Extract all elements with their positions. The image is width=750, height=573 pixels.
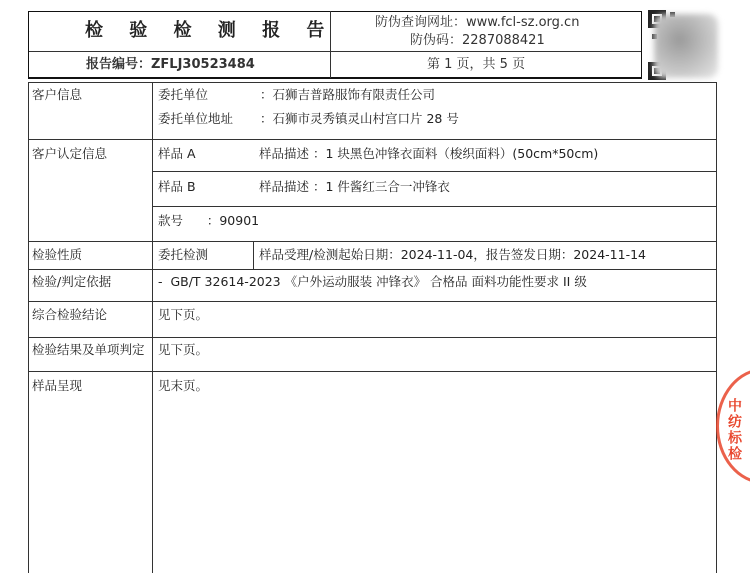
verify-code: 防伪码：2287088421 bbox=[410, 33, 545, 48]
basis-value: - GB/T 32614-2023 《户外运动服装 冲锋衣》 合格品 面料功能性要求 II 级 bbox=[158, 274, 587, 289]
style-number: 款号 ：90901 bbox=[158, 213, 260, 228]
row-line-conclusion bbox=[28, 337, 716, 338]
sample-present-label: 样品呈现 bbox=[32, 378, 83, 393]
inspection-dates: 样品受理/检测起始日期：2024-11-04，报告签发日期：2024-11-14 bbox=[259, 247, 647, 262]
conclusion-label: 综合检验结论 bbox=[32, 307, 108, 322]
header-bottom-border bbox=[28, 77, 642, 79]
results-label: 检验结果及单项判定 bbox=[32, 342, 145, 357]
row-line-results bbox=[28, 371, 716, 372]
table-left-border bbox=[28, 82, 29, 573]
report-title: 检 验 检 测 报 告 bbox=[85, 20, 335, 41]
table-right-border bbox=[716, 82, 717, 573]
sample-a-label: 样品 A bbox=[158, 146, 196, 161]
report-number-label: 报告编号： bbox=[86, 57, 152, 72]
row-line-sample-a bbox=[152, 171, 716, 172]
row-line-sample-b bbox=[152, 206, 716, 207]
conclusion-value: 见下页。 bbox=[158, 307, 209, 322]
seal-text: 中纺标检 bbox=[726, 398, 742, 462]
row-line-nature bbox=[28, 269, 716, 270]
header-mid-border bbox=[28, 51, 642, 52]
client-confirmed-label: 客户认定信息 bbox=[32, 146, 108, 161]
client-unit-label: 委托单位 bbox=[158, 87, 209, 102]
basis-label: 检验/判定依据 bbox=[32, 274, 112, 289]
inspection-nature-label: 检验性质 bbox=[32, 247, 83, 262]
verify-url: 防伪查询网址：www.fcl-sz.org.cn bbox=[375, 15, 580, 30]
page-info: 第 1 页，共 5 页 bbox=[427, 57, 526, 72]
row-line-top bbox=[28, 82, 716, 83]
table-col-divider bbox=[152, 82, 153, 573]
blurred-qr-area bbox=[654, 14, 718, 78]
report-number: ZFLJ30523484 bbox=[151, 57, 255, 72]
header-left-border bbox=[28, 11, 29, 78]
client-info-label: 客户信息 bbox=[32, 87, 83, 102]
header-top-border bbox=[28, 11, 642, 12]
sample-a-description: 样品描述 ：1 块黑色冲锋衣面料（梭织面料）(50cm*50cm) bbox=[259, 146, 599, 161]
client-unit-value: ：石狮吉普路服饰有限责任公司 bbox=[260, 87, 436, 102]
results-value: 见下页。 bbox=[158, 342, 209, 357]
sample-b-label: 样品 B bbox=[158, 179, 196, 194]
header-right-border bbox=[641, 11, 642, 78]
sample-b-description: 样品描述 ：1 件酱红三合一冲锋衣 bbox=[259, 179, 450, 194]
row-line-confirmed bbox=[28, 241, 716, 242]
row-line-basis bbox=[28, 301, 716, 302]
row-line-client bbox=[28, 139, 716, 140]
sample-present-value: 见末页。 bbox=[158, 378, 209, 393]
inspection-nature-value: 委托检测 bbox=[158, 247, 209, 262]
client-address-value: ：石狮市灵秀镇灵山村宫口片 28 号 bbox=[260, 111, 459, 126]
nature-divider bbox=[253, 241, 254, 269]
client-address-label: 委托单位地址 bbox=[158, 111, 234, 126]
